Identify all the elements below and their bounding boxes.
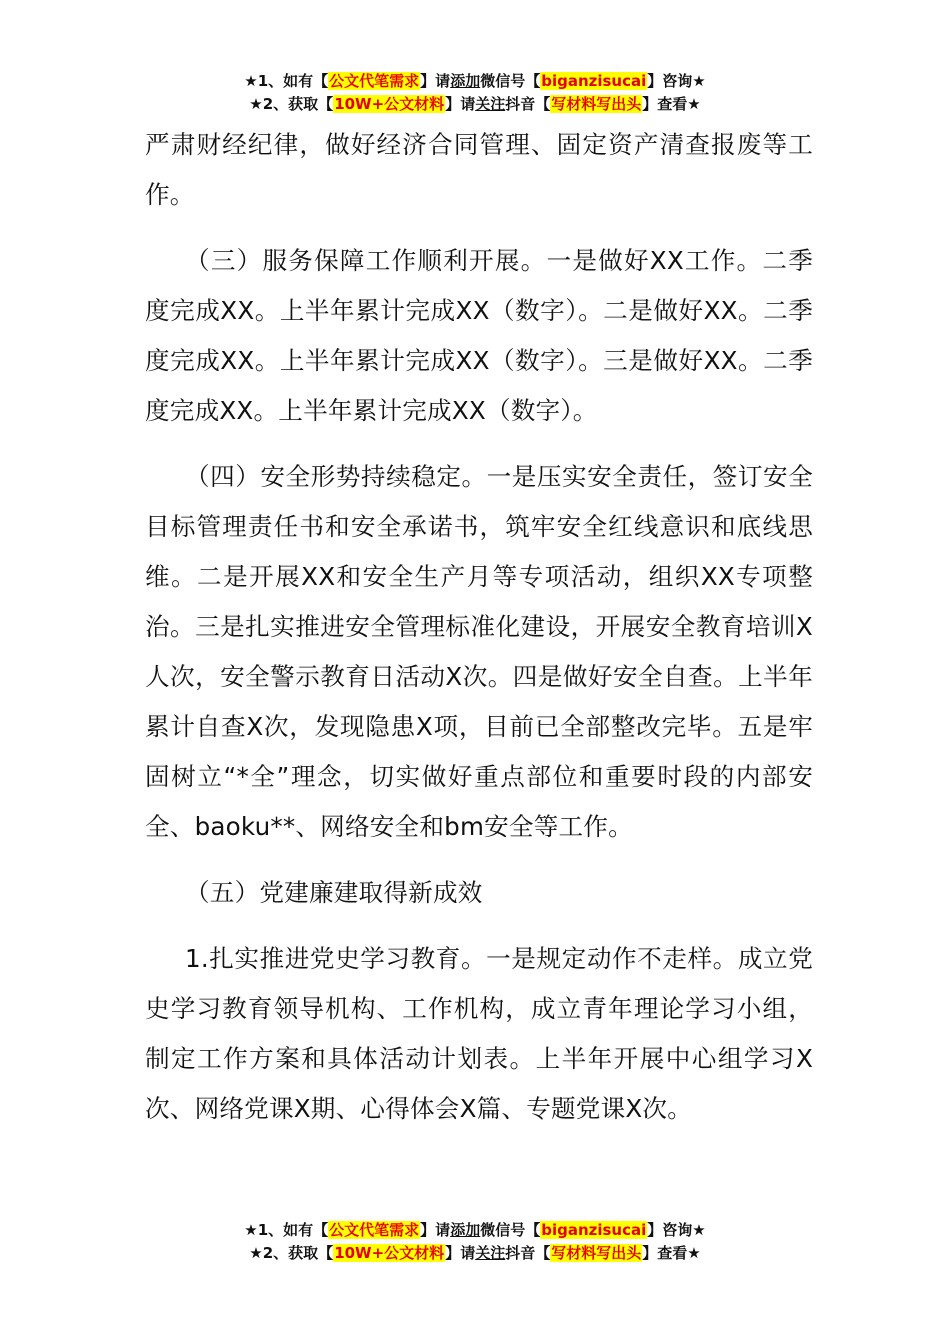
footer-line-1: ★1、如有【公文代笔需求】请添加微信号【biganzisucai】咨询★ <box>244 1221 706 1239</box>
footer-highlight-service: 公文代笔需求 <box>329 1221 420 1239</box>
footer-highlight-douyin: 写材料写出头 <box>551 1244 642 1262</box>
header-banner <box>0 70 950 116</box>
header-line-1: ★1、如有【公文代笔需求】请添加微信号【biganzisucai】咨询★ <box>244 72 706 90</box>
header-highlight-douyin: 写材料写出头 <box>551 95 642 113</box>
footer-highlight-wechat: biganzisucai <box>541 1221 647 1239</box>
header-highlight-service: 公文代笔需求 <box>329 72 420 90</box>
footer-line-2: ★2、获取【10W+公文材料】请关注抖音【写材料写出头】查看★ <box>249 1244 701 1262</box>
paragraph-safety: （四）安全形势持续稳定。一是压实安全责任，签订安全目标管理责任书和安全承诺书，筑牢安全红线意识和底线思维。二是开展XX和安全生产月等专项活动，组织XX专项整治。三是扎实推进安全管理标准化建设，开展安全教育培训X人次，安全警示教育日活动X次。四是做好安全自查。上半年累计自查X次，发现隐患X项，目前已全部整改完毕。五是牢固树立“*全”理念，切实做好重点部位和重要时段的内部安全、baoku**、网络安全和bm安全等工作。 <box>145 462 813 841</box>
paragraph-continuation: 严肃财经纪律，做好经济合同管理、固定资产清查报废等工作。 <box>145 130 813 209</box>
footer-highlight-materials: 10W+公文材料 <box>334 1244 445 1262</box>
section-heading-party-building: （五）党建廉建取得新成效 <box>185 878 483 907</box>
document-body <box>145 120 813 1150</box>
paragraph-service-guarantee: （三）服务保障工作顺利开展。一是做好XX工作。二季度完成XX。上半年累计完成XX（数字）。二是做好XX。二季度完成XX。上半年累计完成XX（数字）。三是做好XX。二季度完成XX。上半年累计完成XX（数字）。 <box>145 246 813 425</box>
paragraph-party-history: 1.扎实推进党史学习教育。一是规定动作不走样。成立党史学习教育领导机构、工作机构，成立青年理论学习小组，制定工作方案和具体活动计划表。上半年开展中心组学习X次、网络党课X期、心得体会X篇、专题党课X次。 <box>145 944 813 1123</box>
header-highlight-wechat: biganzisucai <box>541 72 647 90</box>
header-highlight-materials: 10W+公文材料 <box>334 95 445 113</box>
footer-banner <box>0 1219 950 1265</box>
header-line-2: ★2、获取【10W+公文材料】请关注抖音【写材料写出头】查看★ <box>249 95 701 113</box>
